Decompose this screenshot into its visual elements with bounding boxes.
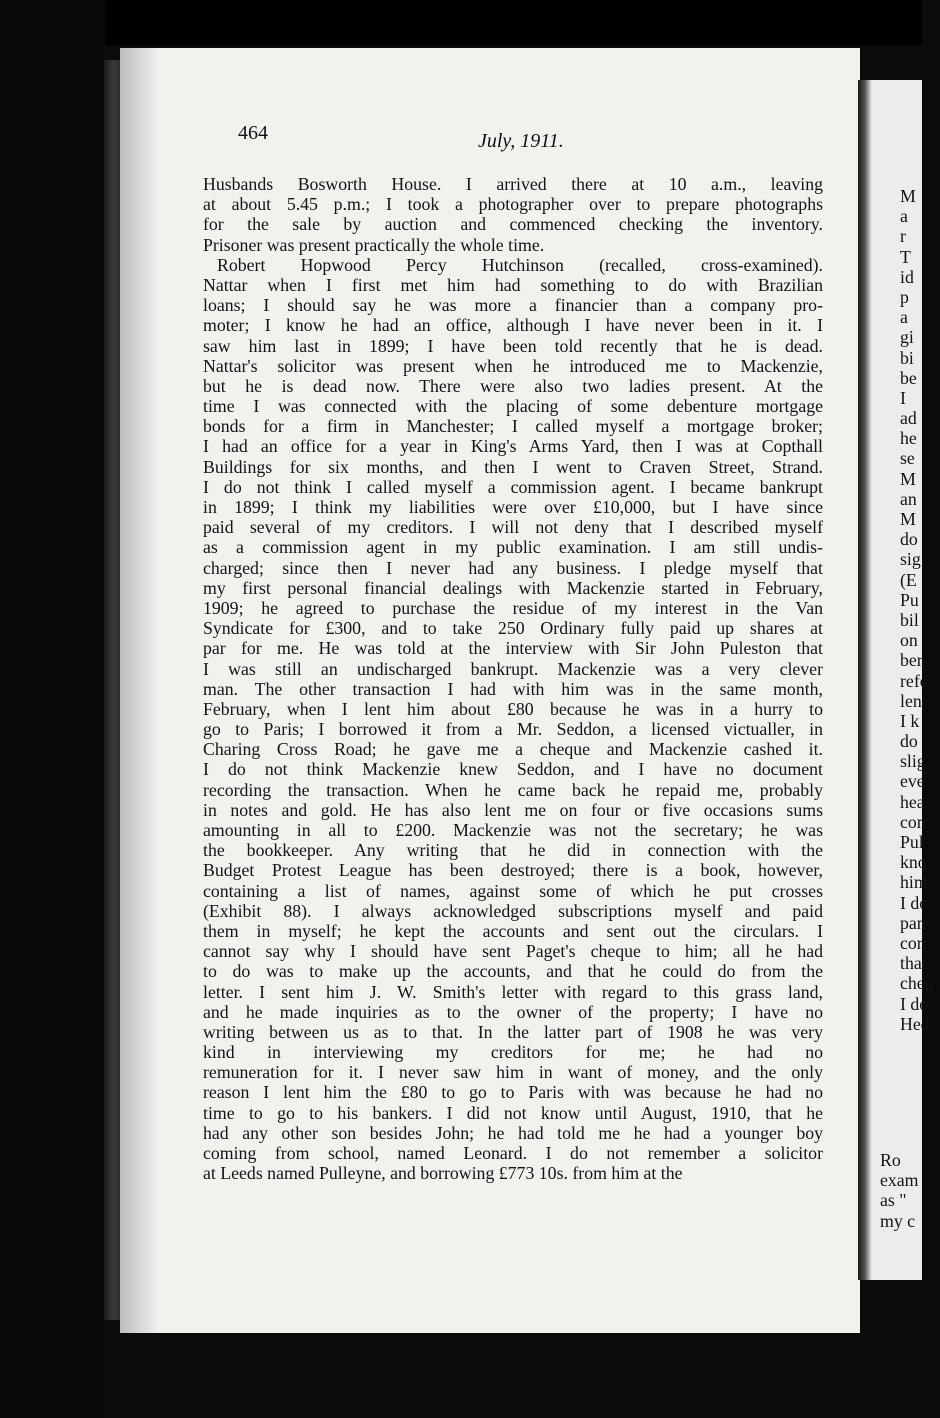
right-page-fragment: eve: [900, 771, 925, 792]
text-line: Prisoner was present practically the whole time.: [203, 234, 545, 255]
text-line: recording the transaction. When he came back he repaid me, probably: [203, 779, 823, 800]
text-line: but he is dead now. There were also two ladies present. At the: [203, 375, 823, 396]
text-line: and he made inquiries as to the owner of the property; I have no: [203, 1001, 823, 1022]
right-page-fragment: id: [900, 266, 914, 287]
right-page-fragment: len: [900, 690, 922, 711]
right-page-fragment: cheq: [900, 973, 934, 994]
right-page-fragment: pan: [900, 912, 926, 933]
right-page-fragment: I do: [900, 892, 929, 913]
scan-top-border: [0, 0, 922, 45]
right-page-fragment: T: [900, 246, 911, 267]
right-page-fragment: he: [900, 428, 917, 449]
right-page-fragment: a: [900, 307, 908, 328]
right-page-fragment: corr: [900, 932, 929, 953]
right-page-fragment: do: [900, 529, 918, 550]
text-line: February, when I lent him about £80 because he was in a hurry to: [203, 698, 823, 719]
right-page-fragment: hea: [900, 791, 925, 812]
text-line: charged; since then I never had any business. I pledge myself that: [203, 557, 823, 578]
right-page-fragment: refe: [900, 670, 928, 691]
right-page-fragment: se: [900, 448, 915, 469]
text-line: in notes and gold. He has also lent me on four or five occasions sums: [203, 799, 823, 820]
right-page-fragment: I do: [900, 993, 929, 1014]
text-line: coming from school, named Leonard. I do not remember a solicitor: [203, 1143, 823, 1163]
scan-left-border: [0, 0, 105, 1418]
right-page-fragment: com: [900, 811, 931, 832]
right-page-fragment: my c: [880, 1210, 916, 1231]
right-page-fragment: be: [900, 367, 917, 388]
text-line: Syndicate for £300, and to take 250 Ordinary fully paid up shares at: [203, 618, 823, 639]
page-curvature-shade: [120, 48, 160, 1333]
text-line: moter; I know he had an office, although I have never been in it. I: [203, 315, 823, 336]
text-line: go to Paris; I borrowed it from a Mr. Seddon, a licensed victualler, in: [203, 719, 823, 740]
right-page-fragment: r: [900, 226, 906, 247]
body-text: [203, 174, 823, 1183]
right-page-fragment: bi: [900, 347, 914, 368]
text-line: 1909; he agreed to purchase the residue of my interest in the Van: [203, 597, 823, 618]
text-line: at about 5.45 p.m.; I took a photographer over to prepare photographs: [203, 194, 823, 215]
text-line: letter. I sent him J. W. Smith's letter with regard to this grass land,: [203, 981, 823, 1002]
right-page-fragment: sig: [900, 549, 921, 570]
right-page-fragment: exam: [880, 1170, 919, 1191]
text-line: in 1899; I think my liabilities were over £10,000, but I have since: [203, 497, 823, 517]
text-line: to do was to make up the accounts, and that he could do from the: [203, 961, 823, 982]
text-line: at Leeds named Pulleyne, and borrowing £773 10s. from him at the: [203, 1163, 683, 1184]
text-line: Nattar when I first met him had something to do with Brazilian: [203, 274, 823, 295]
text-line: for the sale by auction and commenced checking the inventory.: [203, 214, 823, 235]
text-line: par for me. He was told at the interview with Sir John Puleston that: [203, 638, 823, 659]
right-page-fragment: Hed: [900, 1013, 930, 1034]
book-gutter: [858, 80, 872, 1280]
running-head-text: July, 1911.: [478, 130, 564, 152]
right-page-fragment: do: [900, 731, 918, 752]
text-line: amounting in all to £200. Mackenzie was not the secretary; he was: [203, 820, 823, 840]
text-line: man. The other transaction I had with him was in the same month,: [203, 678, 823, 699]
right-page-fragment: M: [900, 509, 916, 529]
right-page-fragment: an: [900, 488, 917, 509]
right-page-fragment: on: [900, 630, 918, 651]
right-page-text-bottom: [880, 1150, 919, 1231]
text-line: Charing Cross Road; he gave me a cheque and Mackenzie cashed it.: [203, 739, 823, 760]
right-page-fragment: (E: [900, 569, 917, 590]
running-head: [478, 130, 564, 153]
text-line: (Exhibit 88). I always acknowledged subscriptions myself and paid: [203, 900, 823, 921]
right-page-fragment: I k: [900, 710, 920, 731]
text-line: writing between us as to that. In the latter part of 1908 he was very: [203, 1021, 823, 1042]
right-page-fragment: Pul: [900, 832, 924, 852]
right-page-fragment: Pu: [900, 589, 919, 610]
right-page-fragment: gi: [900, 327, 914, 348]
text-line: the bookkeeper. Any writing that he did in connection with the: [203, 840, 823, 861]
text-line: I do not think I called myself a commission agent. I became bankrupt: [203, 476, 823, 497]
right-page-fragment: p: [900, 286, 909, 307]
right-page-fragment: Ro: [880, 1150, 901, 1170]
text-line: them in myself; he kept the accounts and sent out the circulars. I: [203, 920, 823, 941]
right-page-fragment: as ": [880, 1190, 907, 1211]
right-page-fragment: ad: [900, 408, 917, 429]
page-number: 464: [238, 122, 268, 144]
right-page-fragment: him: [900, 872, 928, 893]
text-line: remuneration for it. I never saw him in want of money, and the only: [203, 1062, 823, 1083]
text-line: cannot say why I should have sent Paget's cheque to him; all he had: [203, 941, 823, 962]
text-line: time I was connected with the placing of some debenture mortgage: [203, 396, 823, 417]
text-line: saw him last in 1899; I have been told recently that he is dead.: [203, 335, 823, 356]
right-page-fragment: slig: [900, 751, 926, 772]
text-line: as a commission agent in my public examination. I am still undis-: [203, 537, 823, 558]
text-line: Husbands Bosworth House. I arrived there at 10 a.m., leaving: [203, 174, 823, 194]
text-line: I do not think Mackenzie knew Seddon, and I have no document: [203, 759, 823, 780]
text-line: containing a list of names, against some of which he put crosses: [203, 880, 823, 901]
text-line: paid several of my creditors. I will not deny that I described myself: [203, 517, 823, 538]
right-page-fragment: I: [900, 387, 906, 408]
text-line: my first personal financial dealings with Mackenzie started in February,: [203, 577, 823, 598]
text-line: had any other son besides John; he had told me he had a younger boy: [203, 1122, 823, 1143]
text-line: I was still an undischarged bankrupt. Mackenzie was a very clever: [203, 658, 823, 679]
text-line: Nattar's solicitor was present when he introduced me to Mackenzie,: [203, 355, 823, 376]
text-line: bonds for a firm in Manchester; I called myself a mortgage broker;: [203, 416, 823, 437]
right-page-fragment: ber: [900, 650, 923, 671]
right-page-fragment: kno: [900, 852, 927, 873]
text-line: I had an office for a year in King's Arms Yard, then I was at Copthall: [203, 436, 823, 457]
text-line: Robert Hopwood Percy Hutchinson (recalled, cross-examined).: [217, 254, 823, 275]
right-page-fragment: M: [900, 468, 916, 489]
right-page-fragment: bil: [900, 609, 919, 630]
right-page-fragment: M: [900, 186, 916, 206]
text-line: time to go to his bankers. I did not know until August, 1910, that he: [203, 1102, 823, 1123]
text-line: Buildings for six months, and then I went to Craven Street, Strand.: [203, 456, 823, 477]
text-line: Budget Protest League has been destroyed; there is a book, however,: [203, 860, 823, 881]
text-line: reason I lent him the £80 to go to Paris with was because he had no: [203, 1082, 823, 1103]
text-line: loans; I should say he was more a financier than a company pro-: [203, 295, 823, 316]
right-page-text: [900, 186, 940, 1034]
right-page-fragment: that: [900, 953, 927, 974]
right-page-fragment: a: [900, 206, 908, 227]
text-line: kind in interviewing my creditors for me; he had no: [203, 1042, 823, 1063]
